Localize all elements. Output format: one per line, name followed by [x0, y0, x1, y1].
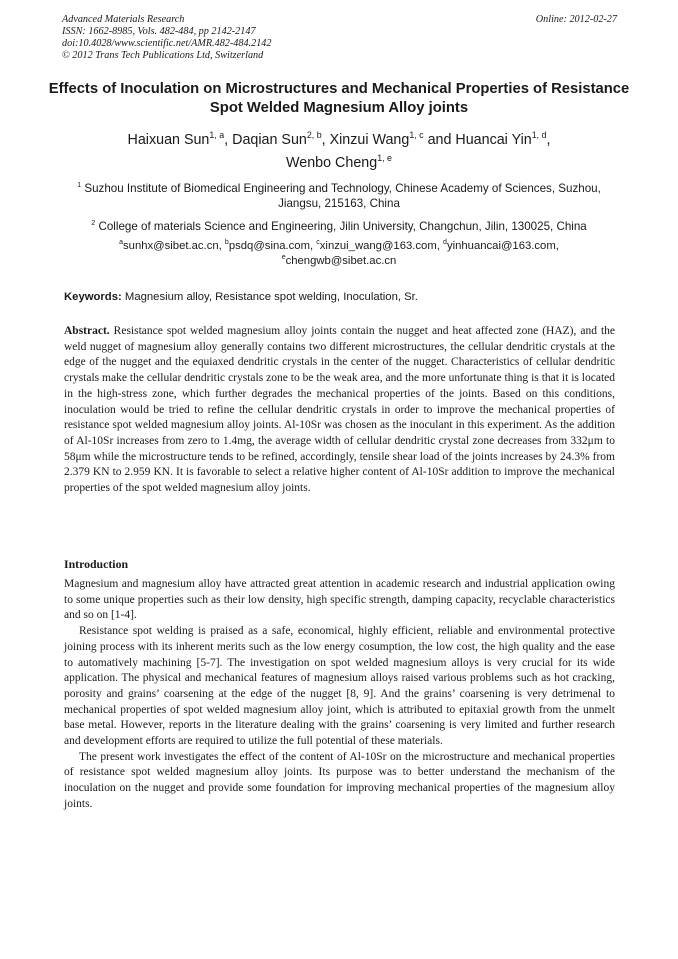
- issn-line: ISSN: 1662-8985, Vols. 482-484, pp 2142-2147: [62, 26, 256, 37]
- copyright-line: © 2012 Trans Tech Publications Ltd, Switzerland: [62, 50, 264, 61]
- author: Xinzui Wang$^{1, c}$: [329, 130, 424, 148]
- author: Huancai Yin$^{1, d}$: [455, 130, 547, 148]
- journal-name: Advanced Materials Research: [62, 14, 185, 25]
- doi-line[interactable]: doi:10.4028/www.scientific.net/AMR.482-484.2142: [62, 38, 272, 49]
- introduction-heading: Introduction: [64, 557, 129, 571]
- author: Wenbo Cheng$^{1, e}$: [286, 153, 392, 171]
- journal-header: [62, 14, 617, 62]
- email-list: $^a$sunhx@sibet.ac.cn, $^b$psdq@sina.com, $^c$xinzui_wang@163.com, $^d$yinhuancai@163.com, $^e$chengwb@sibet.ac.cn: [119, 239, 559, 267]
- keywords-text: Magnesium alloy, Resistance spot welding, Inoculation, Sr.: [124, 291, 418, 303]
- email[interactable]: $^a$sunhx@sibet.ac.cn: [119, 239, 219, 252]
- email[interactable]: $^c$xinzui_wang@163.com: [316, 239, 437, 252]
- keywords-label: Keywords:: [64, 291, 122, 303]
- paragraph: Magnesium and magnesium alloy have attracted great attention in academic research and industrial application owing to some unique properties such as their low density, high specific strength, damping capacity, recyclable characteristics and so on [1-4].: [64, 578, 615, 622]
- email[interactable]: $^b$psdq@sina.com: [224, 239, 310, 252]
- paper-title: Effects of Inoculation on Microstructures and Mechanical Properties of Resistance Spot Welded Magnesium Alloy joints: [48, 81, 630, 116]
- affiliation-1: $^1$ Suzhou Institute of Biomedical Engineering and Technology, Chinese Academy of Sciences, Suzhou, Jiangsu, 215163, China: [77, 180, 601, 210]
- abstract-label: Abstract.: [64, 325, 110, 337]
- introduction-body: [64, 577, 615, 813]
- abstract-text: Resistance spot welded magnesium alloy joints contain the nugget and heat affected zone (HAZ), and the weld nugget of magnesium alloy generally contains two different microstructures, the cellular dendritic crystals at the edge of the nugget and the equiaxed dendritic crystals in the center of the nugget. Characteristics of cellular dendritic crystals make the cellular dendritic crystals zone to be the weak area, and the more unfortunate thing is that it is located in the high-stress zone, which further degrades the mechanical properties of the joints. Based on this conditions, inoculation would be tried to refine the cellular dendritic crystals in order to improve the mechanical properties of resistance spot welded magnesium alloy joints. Al-10Sr was chosen as the inoculant in this experiment. As the addition of Al-10Sr increases from zero to 1.4mg, the average width of cellular dendritic crystal zone decreases from 332μm to 58μm while the microstructure tends to be refined, accordingly, tensile shear load of the joints increases by 24.3% from 2.379 KN to 2.959 KN. It is favorable to select a relative higher content of Al-10Sr addition to improve the mechanical properties of the spot welded magnesium alloy joints.: [64, 325, 615, 495]
- author: Haixuan Sun$^{1, a}$: [127, 130, 225, 148]
- author: Daqian Sun$^{2, b}$: [232, 130, 322, 148]
- keywords: [64, 290, 624, 304]
- paragraph: The present work investigates the effect of the content of Al-10Sr on the microstructure and mechanical properties of resistance spot welded magnesium alloy joints. Its purpose was to better understand the mechanism of the inoculation on the nugget and provide some foundation for improving mechanical properties of the magnesium alloy joints.: [64, 750, 615, 810]
- online-date: Online: 2012-02-27: [535, 14, 617, 25]
- affiliation-2: $^2$ College of materials Science and Engineering, Jilin University, Changchun, Jilin, 130025, China: [91, 218, 587, 233]
- email[interactable]: $^d$yinhuancai@163.com: [443, 239, 556, 252]
- abstract: [64, 324, 615, 497]
- author-list: Haixuan Sun$^{1, a}$, Daqian Sun$^{2, b}$, Xinzui Wang$^{1, c}$ and Huancai Yin$^{1, d}$, Wenbo Cheng$^{1, e}$: [127, 130, 551, 171]
- email[interactable]: $^e$chengwb@sibet.ac.cn: [281, 253, 397, 267]
- paragraph: Resistance spot welding is praised as a safe, economical, highly efficient, reliable and environmental protective joining process with its inherent merits such as the low energy cosumption, the low cost, the high quality and the ease to automatively machining [5-7]. The investigation on spot welded magnesium alloys is very crucial for its wide application. The physical and mechanical features of magnesium alloys raised various problems such as hot cracking, porosity and grains’ coarsening at the edge of the nugget [8, 9]. And the grains’ coarsening is very detrimenal to mechanical properties of spot welded magnesium alloy joint, which is attributed to epitaxial growth from the unmelt base metal. However, reports in the literature dealing with the grains’ coarsening is very limited and further research and development efforts are required to utilize the full potential of these materials.: [64, 625, 615, 748]
